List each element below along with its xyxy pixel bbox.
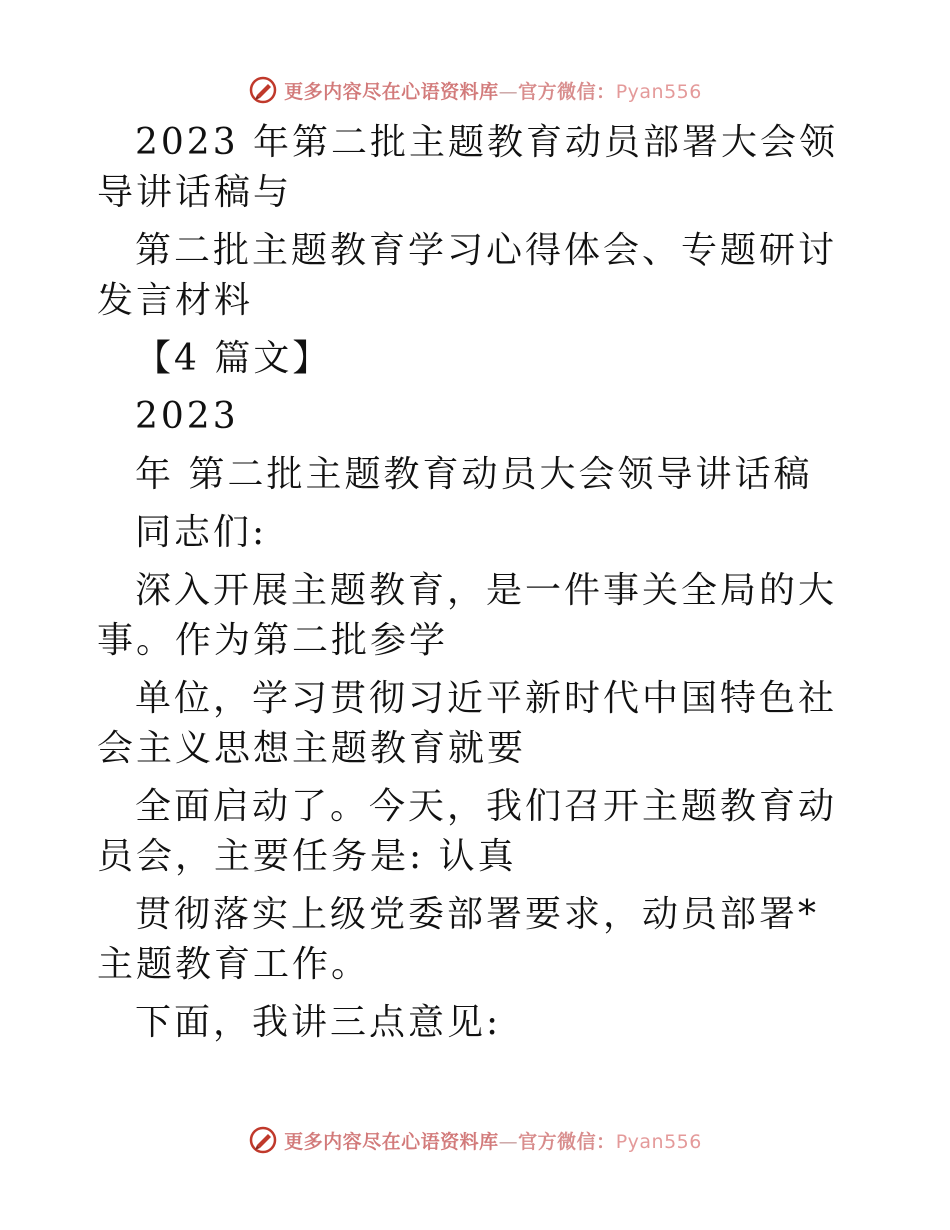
watermark-wechat-label: 官方微信： bbox=[518, 80, 616, 103]
document-title-line-1: 2023 年第二批主题教育动员部署大会领导讲话稿与 bbox=[97, 122, 839, 213]
speech-title: 年 第二批主题教育动员大会领导讲话稿 bbox=[135, 454, 813, 495]
body-paragraph: 深入开展主题教育，是一件事关全局的大事。作为第二批参学 bbox=[97, 570, 838, 661]
speech-year: 2023 bbox=[135, 396, 239, 437]
watermark-brand: 更多内容尽在心语资料库 bbox=[284, 1130, 499, 1153]
document-title-line-2: 第二批主题教育学习心得体会、专题研讨发言材料 bbox=[97, 230, 838, 321]
watermark-text bbox=[284, 77, 702, 104]
body-paragraph: 单位，学习贯彻习近平新时代中国特色社会主义思想主题教育就要 bbox=[97, 678, 838, 769]
footer-watermark bbox=[0, 1120, 950, 1160]
body-paragraph: 贯彻落实上级党委部署要求，动员部署*主题教育工作。 bbox=[97, 894, 820, 985]
header-watermark bbox=[0, 70, 950, 110]
article-count: 【4 篇文】 bbox=[135, 338, 332, 379]
document-body bbox=[97, 118, 857, 1056]
body-paragraph: 下面，我讲三点意见: bbox=[135, 1002, 502, 1043]
watermark-wechat-label: 官方微信： bbox=[518, 1130, 616, 1153]
pen-logo-icon bbox=[248, 75, 278, 105]
watermark-wechat-id: Pyan556 bbox=[615, 1130, 702, 1153]
watermark-text bbox=[284, 1127, 702, 1154]
watermark-wechat-id: Pyan556 bbox=[615, 80, 702, 103]
watermark-dash: — bbox=[498, 1130, 519, 1153]
watermark-brand: 更多内容尽在心语资料库 bbox=[284, 80, 499, 103]
watermark-dash: — bbox=[498, 80, 519, 103]
pen-logo-icon bbox=[248, 1125, 278, 1155]
body-paragraph: 全面启动了。今天，我们召开主题教育动员会，主要任务是: 认真 bbox=[97, 786, 838, 877]
salutation: 同志们: bbox=[135, 512, 268, 553]
